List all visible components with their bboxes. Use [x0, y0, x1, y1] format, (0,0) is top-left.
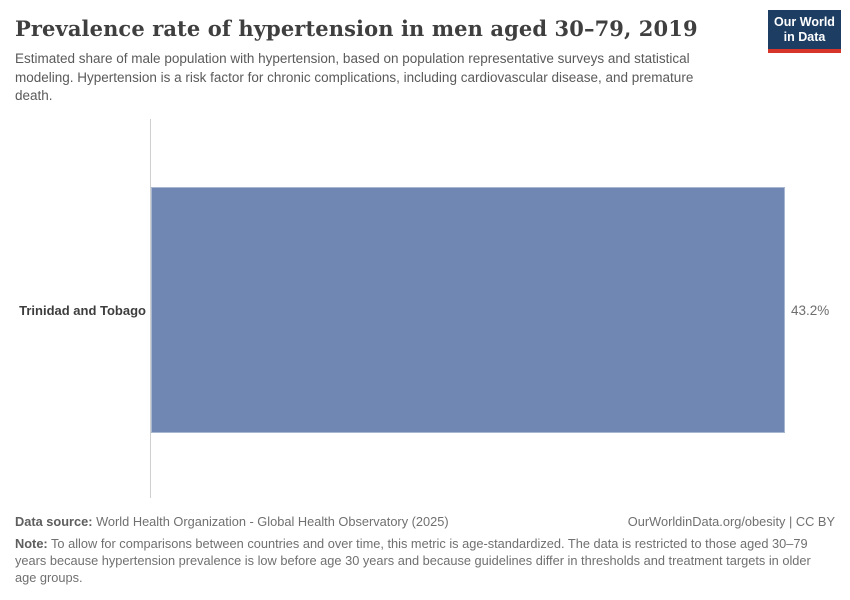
source-row — [15, 514, 835, 529]
data-source-label: Data source: — [15, 514, 93, 529]
chart-subtitle: Estimated share of male population with hypertension, based on population representative surveys and statistical modeling. Hypertension is a risk factor for chronic complications, including cardiovascular disease, and premature death. — [15, 51, 694, 103]
category-label: Trinidad and Tobago — [19, 303, 146, 318]
note-label: Note: — [15, 536, 48, 551]
bar-trinidad-and-tobago[interactable] — [151, 187, 785, 433]
attribution-link[interactable]: OurWorldinData.org/obesity | CC BY — [627, 514, 835, 529]
data-source — [15, 514, 449, 529]
owid-logo-line2: in Data — [783, 29, 826, 44]
footer — [15, 514, 835, 586]
data-source-text: World Health Organization - Global Health Observatory (2025) — [92, 514, 449, 529]
chart-title: Prevalence rate of hypertension in men aged 30–79, 2019 — [15, 16, 698, 41]
owid-logo-line1: Our World — [774, 15, 835, 29]
value-label: 43.2% — [791, 303, 830, 318]
note-text: To allow for comparisons between countries and over time, this metric is age-standardized. The data is restricted to those aged 30–79 years because hypertension prevalence is low before age 30 years and because guidelines differ in thresholds and treatment targets in older age groups. — [15, 536, 811, 585]
bar-track — [151, 187, 785, 433]
note — [15, 535, 835, 586]
